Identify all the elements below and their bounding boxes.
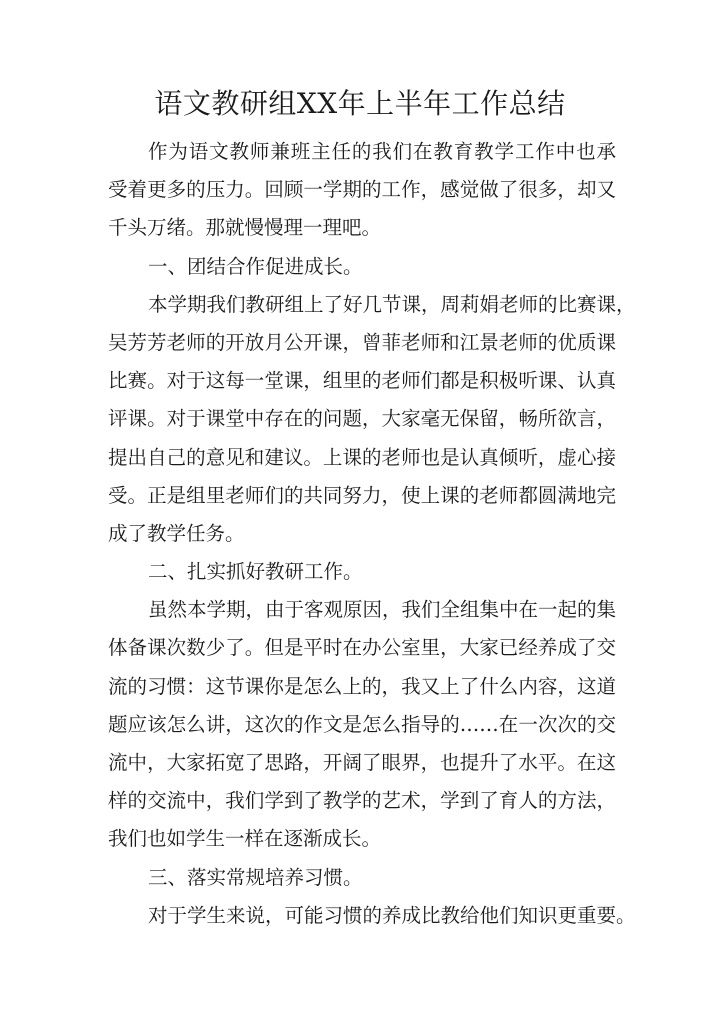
body-line: 比赛。对于这每一堂课，组里的老师们都是积极听课、认真 [108, 369, 616, 393]
body-line: 二、扎实抓好教研工作。 [148, 560, 363, 584]
body-line: 评课。对于课堂中存在的问题，大家毫无保留，畅所欲言， [108, 407, 616, 431]
body-line: 作为语文教师兼班主任的我们在教育教学工作中也承 [148, 140, 616, 163]
body-line: 一、团结合作促进成长。 [148, 254, 363, 278]
body-line: 虽然本学期，由于客观原因，我们全组集中在一起的集 [148, 598, 617, 622]
body-line: 体备课次数少了。但是平时在办公室里，大家已经养成了交 [108, 636, 616, 660]
body-line: 我们也如学生一样在逐渐成长。 [108, 827, 382, 851]
document-title: 语文教研组XX年上半年工作总结 [154, 87, 566, 120]
body-line: 流中，大家拓宽了思路，开阔了眼界，也提升了水平。在这 [108, 751, 616, 774]
body-line: 提出自己的意见和建议。上课的老师也是认真倾听，虚心接 [108, 445, 616, 469]
body-line: 对于学生来说，可能习惯的养成比教给他们知识更重要。 [148, 903, 636, 927]
body-line: 千头万绪。那就慢慢理一理吧。 [108, 216, 382, 240]
document-body [108, 133, 636, 935]
body-line: 三、落实常规培养习惯。 [148, 865, 363, 889]
body-line: 题应该怎么讲，这次的作文是怎么指导的……在一次次的交 [108, 712, 616, 736]
body-line: 样的交流中，我们学到了教学的艺术，学到了育人的方法， [108, 789, 616, 813]
body-line: 流的习惯：这节课你是怎么上的，我又上了什么内容，这道 [108, 674, 616, 698]
body-line: 成了教学任务。 [108, 521, 245, 545]
body-line: 吴芳芳老师的开放月公开课，曾菲老师和江景老师的优质课 [108, 330, 616, 354]
body-line: 受着更多的压力。回顾一学期的工作，感觉做了很多，却又 [108, 178, 616, 202]
body-line: 本学期我们教研组上了好几节课，周莉娟老师的比赛课， [148, 292, 636, 316]
body-line: 受。正是组里老师们的共同努力，使上课的老师都圆满地完 [108, 483, 616, 507]
